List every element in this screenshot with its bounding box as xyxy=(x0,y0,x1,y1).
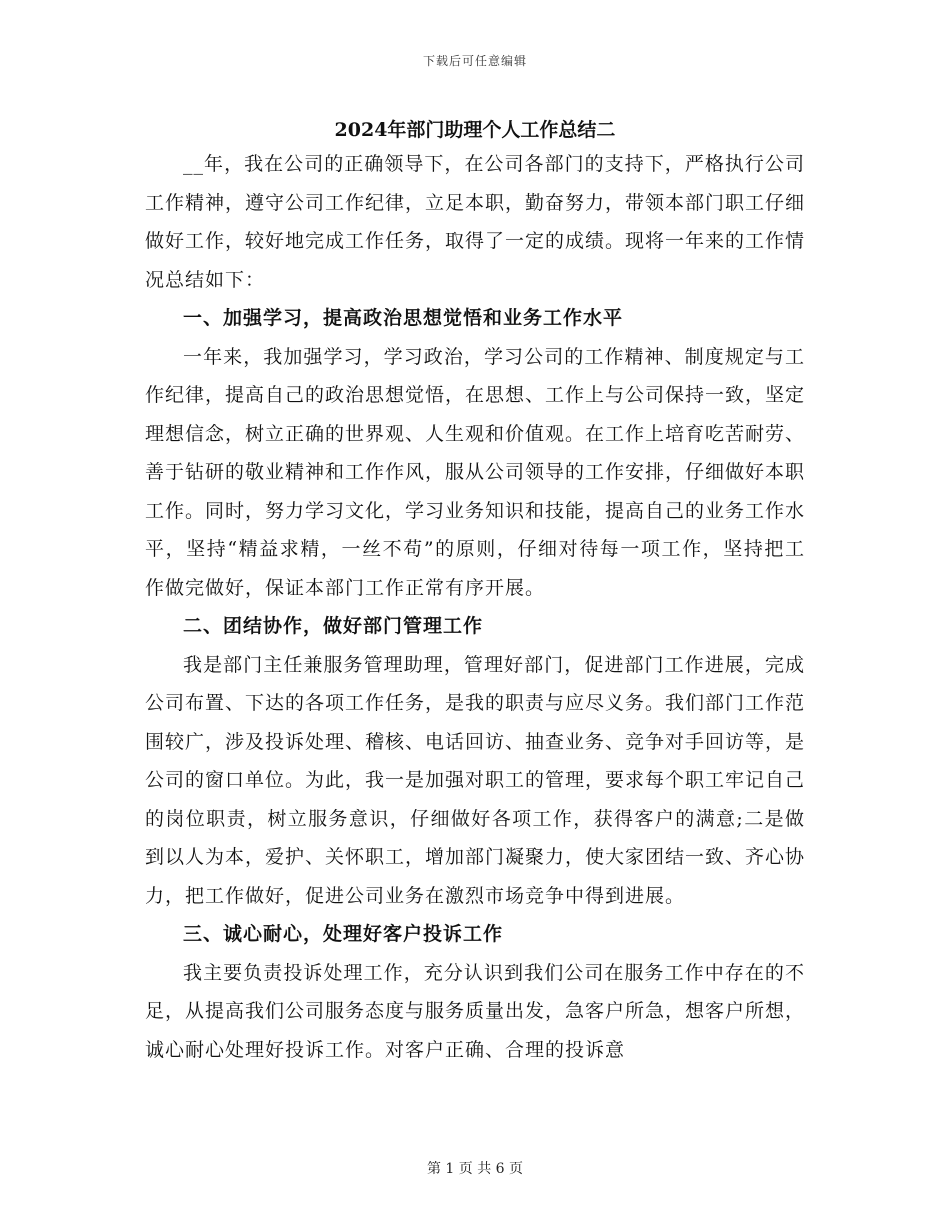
section-3-heading: 三、诚心耐心，处理好客户投诉工作 xyxy=(183,923,504,945)
section-1-paragraph: 一年来，我加强学习，学习政治，学习公司的工作精神、制度规定与工作纪律，提高自己的政治思想觉悟，在思想、工作上与公司保持一致，坚定理想信念，树立正确的世界观、人生观和价值观。在工作上培育吃苦耐劳、善于钻研的敬业精神和工作作风，服从公司领导的工作安排，仔细做好本职工作。同时，努力学习文化，学习业务知识和技能，提高自己的业务工作水平，坚持“精益求精，一丝不苟”的原则，仔细对待每一项工作，坚持把工作做完做好，保证本部门工作正常有序开展。 xyxy=(145,345,806,599)
document-title: 2024年部门助理个人工作总结二 xyxy=(334,119,616,141)
header-note: 下载后可任意编辑 xyxy=(422,54,527,68)
section-1-heading: 一、加强学习，提高政治思想觉悟和业务工作水平 xyxy=(183,307,624,329)
section-2-heading: 二、团结协作，做好部门管理工作 xyxy=(183,615,484,637)
document-body xyxy=(145,145,805,1069)
section-3-paragraph: 我主要负责投诉处理工作，充分认识到我们公司在服务工作中存在的不足，从提高我们公司服务态度与服务质量出发，急客户所急，想客户所想，诚心耐心处理好投诉工作。对客户正确、合理的投诉意 xyxy=(145,961,806,1061)
intro-paragraph: __年，我在公司的正确领导下，在公司各部门的支持下，严格执行公司工作精神，遵守公司工作纪律，立足本职，勤奋努力，带领本部门职工仔细做好工作，较好地完成工作任务，取得了一定的成绩。现将一年来的工作情况总结如下： xyxy=(145,153,806,291)
section-2-paragraph: 我是部门主任兼服务管理助理，管理好部门，促进部门工作进展，完成公司布置、下达的各项工作任务，是我的职责与应尽义务。我们部门工作范围较广，涉及投诉处理、稽核、电话回访、抽查业务、竞争对手回访等，是公司的窗口单位。为此，我一是加强对职工的管理，要求每个职工牢记自己的岗位职责，树立服务意识，仔细做好各项工作，获得客户的满意;二是做到以人为本，爱护、关怀职工，增加部门凝聚力，使大家团结一致、齐心协力，把工作做好，促进公司业务在激烈市场竞争中得到进展。 xyxy=(145,653,806,907)
page-number: 第 1 页 共 6 页 xyxy=(426,1161,524,1177)
